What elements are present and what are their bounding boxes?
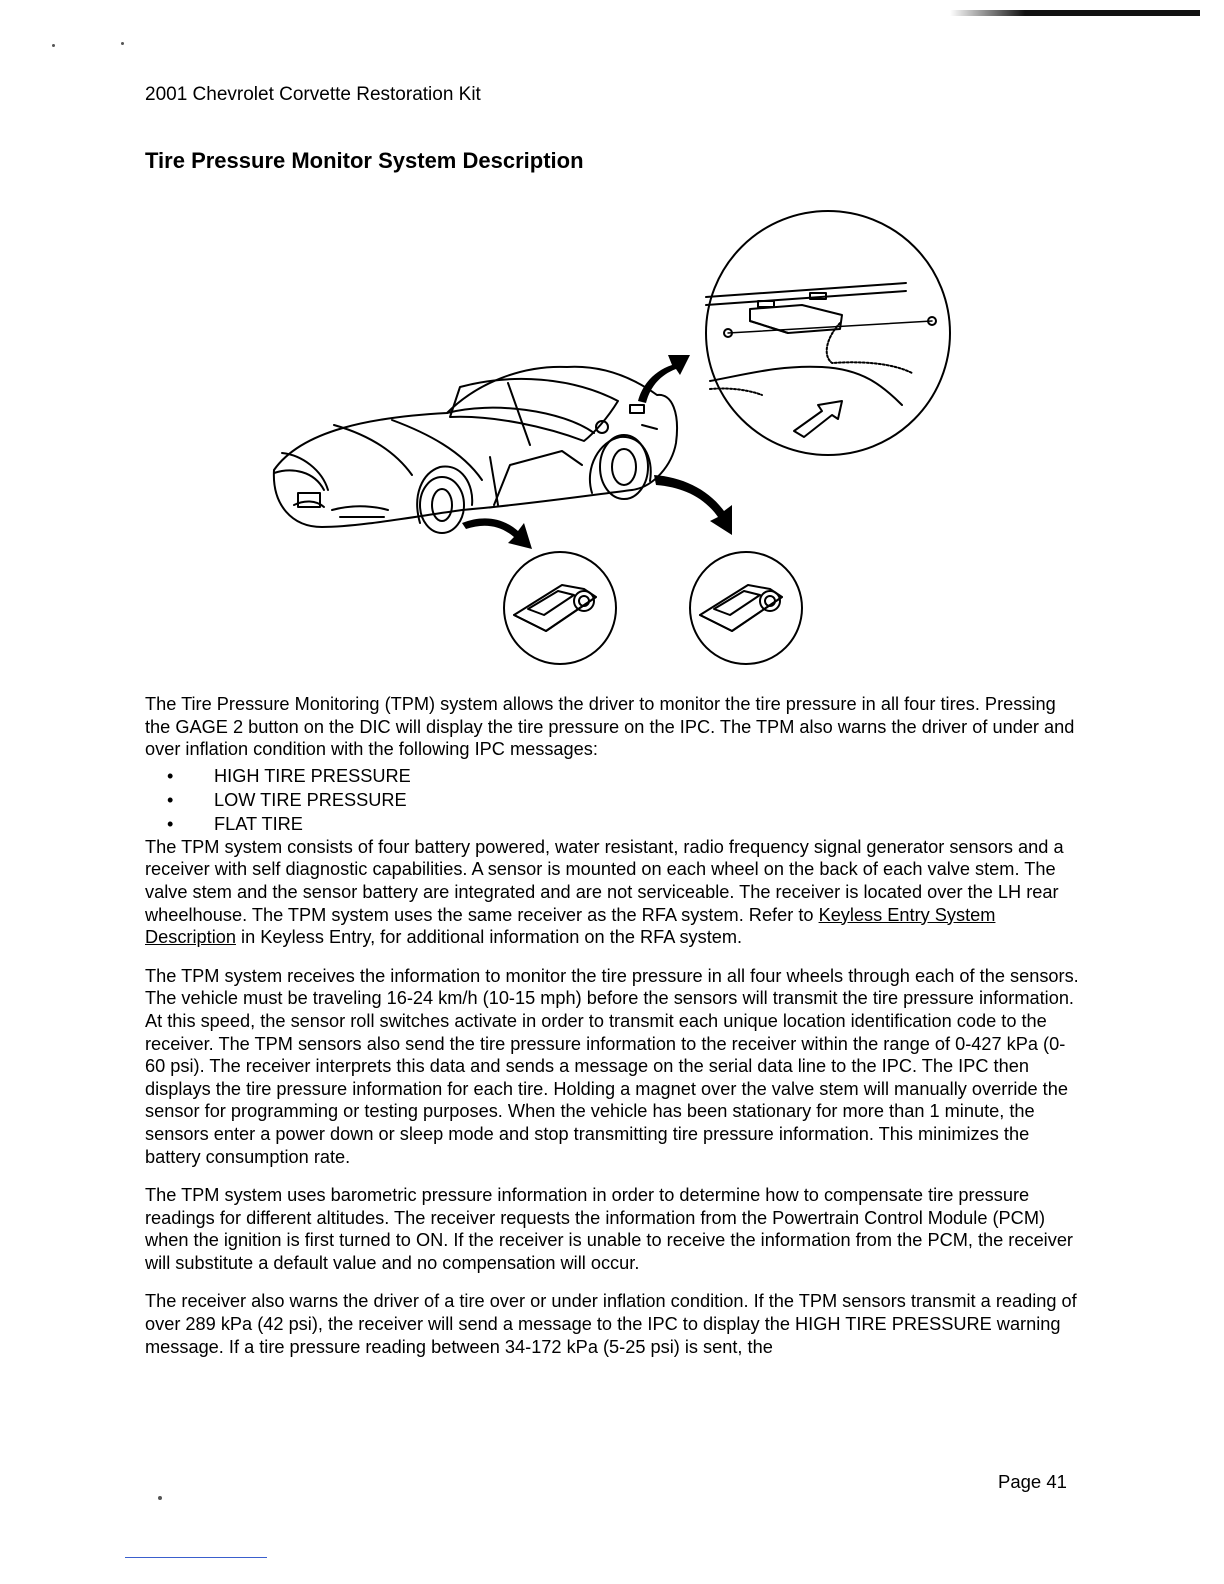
- bullet-icon: •: [167, 789, 174, 810]
- document-header: 2001 Chevrolet Corvette Restoration Kit: [145, 84, 481, 105]
- keyless-entry-link[interactable]: Keyless Entry System Description: [145, 904, 996, 948]
- intro-paragraph: The Tire Pressure Monitoring (TPM) system allows the driver to monitor the tire pressure in all four tires. Pressing the GAGE 2 button on the DIC will display the tire pressure on the IPC. The TPM also warns the driver of under and over inflation condition with the following IPC messages:: [145, 694, 1075, 760]
- message-label: LOW TIRE PRESSURE: [214, 789, 407, 810]
- body-text: [145, 693, 1085, 1374]
- page-number: Page 41: [998, 1471, 1067, 1492]
- scan-speck: [158, 1496, 162, 1500]
- receiver-detail-icon: [706, 211, 950, 455]
- list-item: [167, 812, 1085, 836]
- bullet-icon: •: [167, 813, 174, 834]
- footer-rule: [125, 1557, 267, 1558]
- scan-speck: [121, 42, 124, 45]
- operation-paragraph: The TPM system receives the information to monitor the tire pressure in all four wheels through each of the sensors. The vehicle must be traveling 16-24 km/h (10-15 mph) before the sensors will transmit the tire pressure information. At this speed, the sensor roll switches activate in order to transmit each unique location identification code to the receiver. The TPM sensors also send the tire pressure information to the receiver within the range of 0-427 kPa (0-60 psi). The receiver interprets this data and sends a message on the serial data line to the IPC. The IPC then displays the tire pressure information for each tire. Holding a magnet over the valve stem will manually override the sensor for programming or testing purposes. When the vehicle has been stationary for more than 1 minute, the sensors enter a power down or sleep mode and stop transmitting tire pressure information. This minimizes the battery consumption rate.: [145, 965, 1079, 1167]
- ipc-message-list: [145, 764, 1085, 836]
- tpm-system-illustration: [262, 205, 962, 675]
- bullet-icon: •: [167, 765, 174, 786]
- barometric-paragraph: The TPM system uses barometric pressure information in order to determine how to compensate tire pressure readings for different altitudes. The receiver requests the information from the Powertrain Control Module (PCM) when the ignition is first turned to ON. If the receiver is unable to receive the information from the PCM, the receiver will substitute a default value and no compensation will occur.: [145, 1185, 1073, 1273]
- warning-paragraph: The receiver also warns the driver of a tire over or under inflation condition. If the TPM sensors transmit a reading of over 289 kPa (42 psi), the receiver will send a message to the IPC to display the HIGH TIRE PRESSURE warning message. If a tire pressure reading between 34-172 kPa (5-25 psi) is sent, the: [145, 1291, 1077, 1357]
- list-item: [167, 788, 1085, 812]
- scan-speck: [52, 44, 55, 47]
- tire-sensor-icon: [690, 552, 802, 664]
- scan-artifact-bar: [950, 10, 1200, 16]
- components-paragraph: The TPM system consists of four battery powered, water resistant, radio frequency signal generator sensors and a receiver with self diagnostic capabilities. A sensor is mounted on each wheel on the back of each valve stem. The valve stem and the sensor battery are integrated and are not serviceable. The receiver is located over the LH rear wheelhouse. The TPM system uses the same receiver as the RFA system. Refer to Keyless Entry System Description in Keyless Entry, for additional information on the RFA system.: [145, 836, 1064, 948]
- message-label: HIGH TIRE PRESSURE: [214, 765, 411, 786]
- corvette-car-icon: [274, 367, 677, 533]
- tire-sensor-icon: [504, 552, 616, 664]
- page-title: Tire Pressure Monitor System Description: [145, 148, 584, 173]
- message-label: FLAT TIRE: [214, 813, 303, 834]
- list-item: [167, 764, 1085, 788]
- pointer-arrows: [462, 355, 732, 549]
